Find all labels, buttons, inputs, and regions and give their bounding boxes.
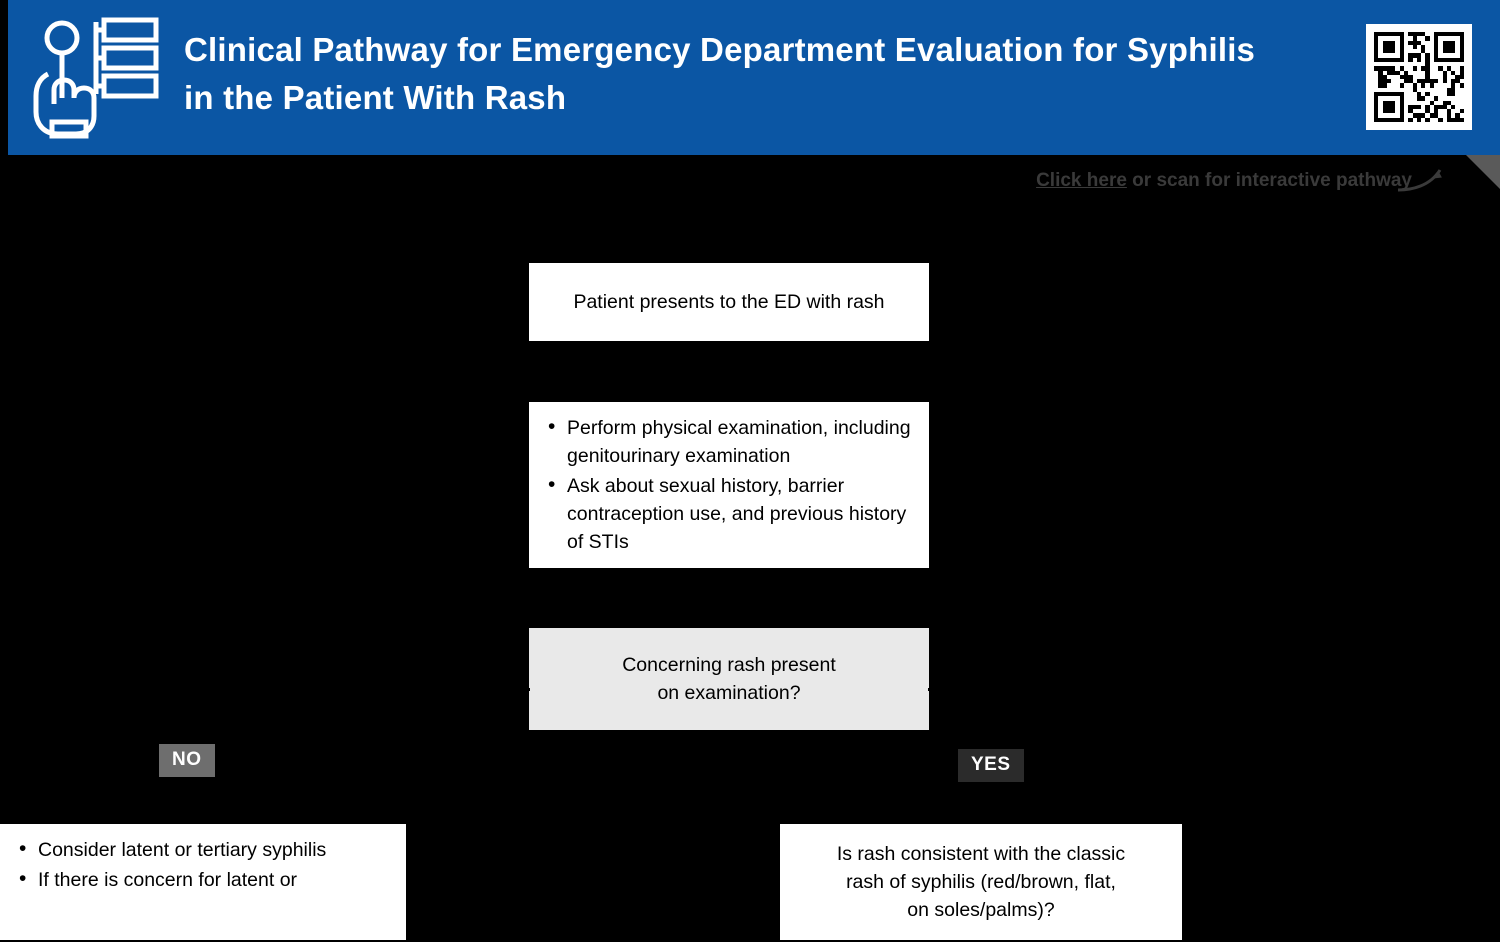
list-item: • Ask about sexual history, barrier contraception use, and previous history of STIs xyxy=(567,472,915,556)
curved-arrow-icon xyxy=(1396,160,1448,200)
corner-fold-decoration xyxy=(1466,155,1500,189)
flow-node-start xyxy=(527,261,931,343)
page-title: Clinical Pathway for Emergency Department Evaluation for Syphilis in the Patient With Rash xyxy=(184,31,1256,116)
arrowhead-start-to-assess xyxy=(720,385,736,398)
branch-label-yes: YES xyxy=(958,749,1024,782)
click-here-link[interactable]: Click here xyxy=(1036,170,1127,191)
branch-label-no: NO xyxy=(159,744,215,777)
arrowhead-yes-branch xyxy=(982,804,998,817)
connector-decision-right xyxy=(928,688,992,691)
connector-start-to-assess xyxy=(727,343,730,387)
interactive-pathway-note xyxy=(1036,170,1412,192)
page-header xyxy=(0,0,1500,155)
decision-line-1: Concerning rash present xyxy=(622,654,836,676)
decision-line-2: on examination? xyxy=(657,682,801,704)
hand-touch-screen-icon xyxy=(18,12,166,144)
connector-decision-left xyxy=(190,688,530,691)
yes-branch-line-3: on soles/palms)? xyxy=(907,899,1055,921)
yes-branch-line-1: Is rash consistent with the classic xyxy=(836,843,1126,865)
list-item: • Consider latent or tertiary syphilis xyxy=(38,836,392,864)
flow-node-start-text: Patient presents to the ED with rash xyxy=(573,291,885,313)
flow-node-no-branch xyxy=(0,822,408,942)
arrowhead-no-branch xyxy=(183,804,199,817)
interactive-note-text: or scan for interactive pathway xyxy=(1126,170,1412,191)
qr-code-icon[interactable] xyxy=(1366,24,1472,130)
yes-branch-line-2: rash of syphilis (red/brown, flat, xyxy=(846,871,1116,893)
connector-assess-to-decision xyxy=(727,570,730,614)
list-item: • Perform physical examination, including genitourinary examination xyxy=(567,414,915,470)
flow-node-assessment xyxy=(527,400,931,570)
connector-yes-vertical xyxy=(989,688,992,806)
arrowhead-assess-to-decision xyxy=(720,612,736,625)
header-left-strip xyxy=(0,0,8,155)
flow-node-yes-branch xyxy=(778,822,1184,942)
flow-node-decision-concerning-rash xyxy=(527,626,931,732)
list-item: • If there is concern for latent or xyxy=(38,866,392,894)
